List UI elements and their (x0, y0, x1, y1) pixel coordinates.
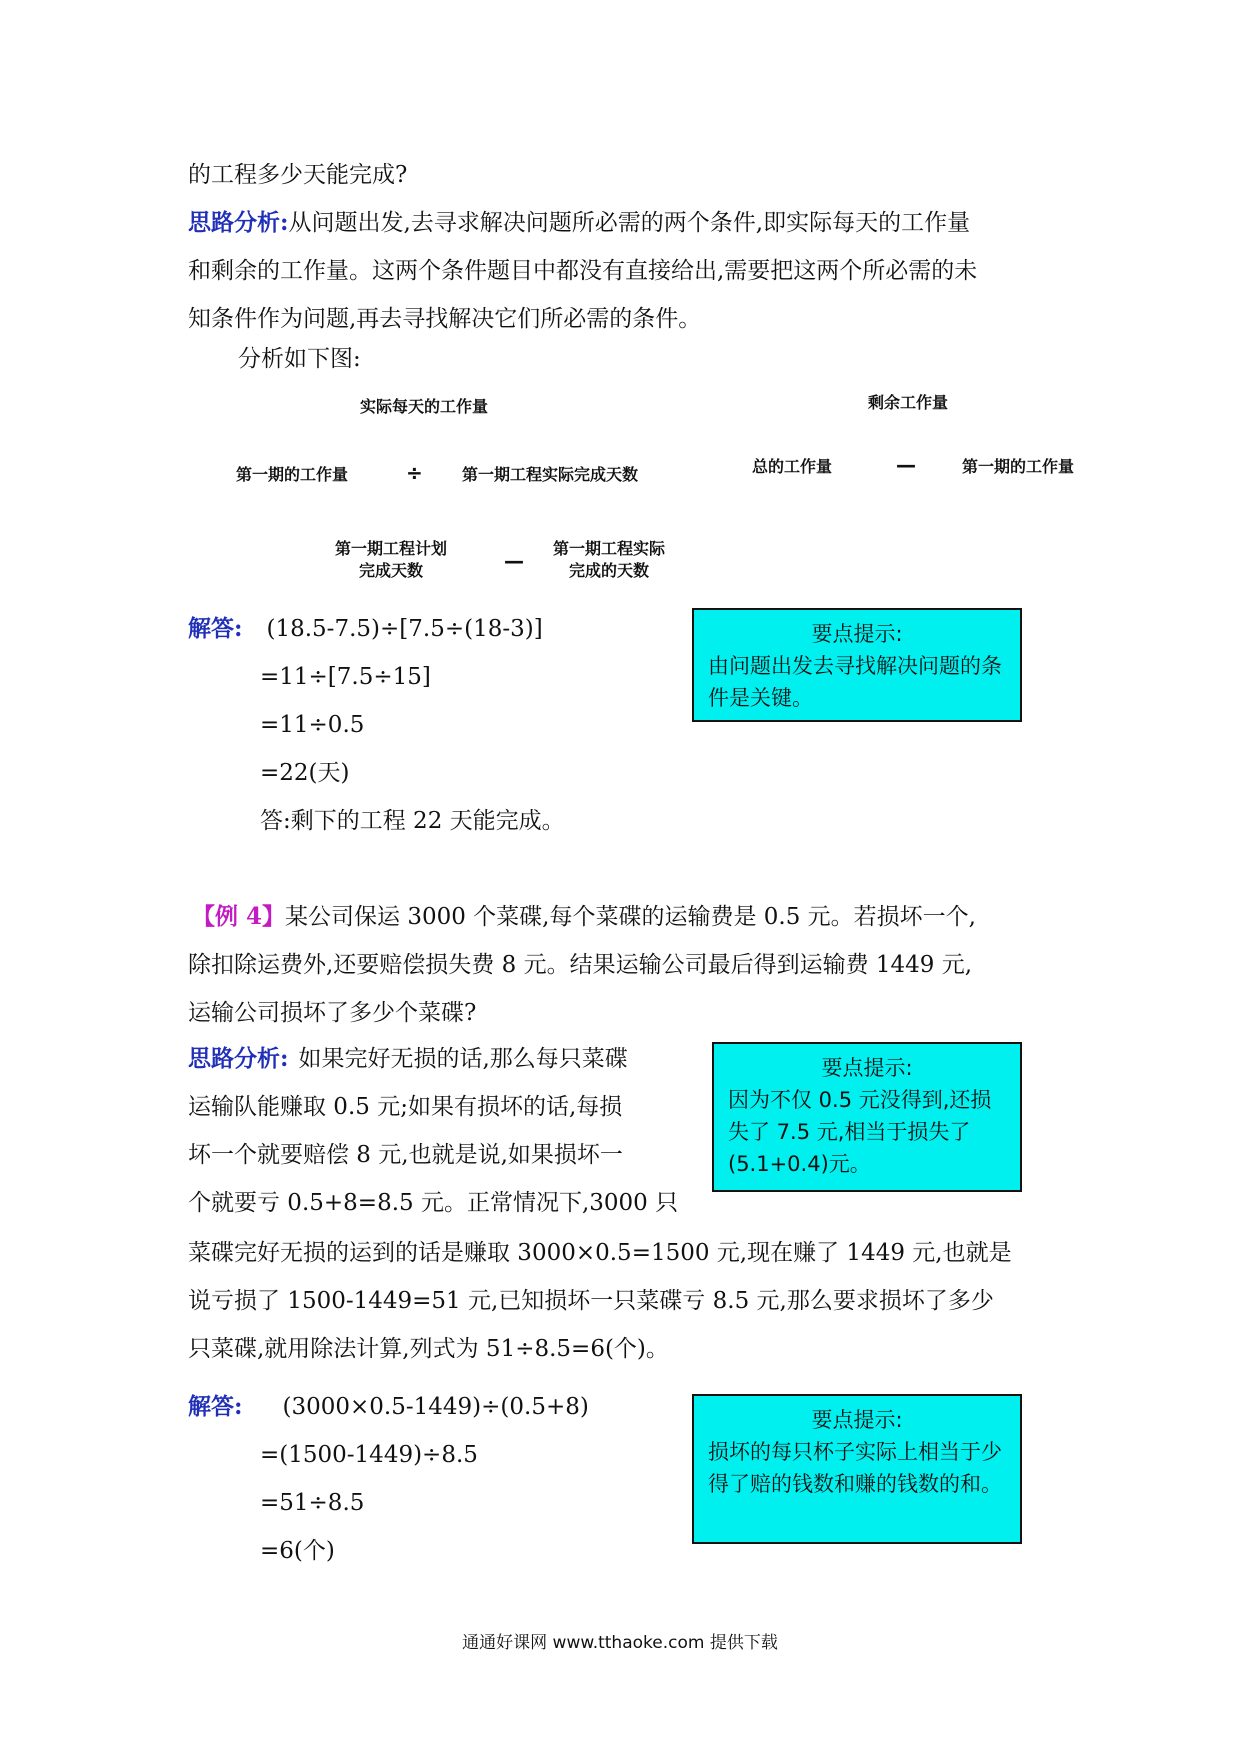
tip-box (692, 608, 1022, 722)
example-line: 除扣除运费外,还要赔偿损失费 8 元。结果运输公司最后得到运输费 1449 元, (188, 952, 973, 978)
tip-body: 损坏的每只杯子实际上相当于少得了赔的钱数和赚的钱数的和。 (708, 1440, 1002, 1496)
analysis-line: 菜碟完好无损的运到的话是赚取 3000×0.5=1500 元,现在赚了 1449 元,也就是 (188, 1240, 1012, 1266)
analysis-line: 坏一个就要赔偿 8 元,也就是说,如果损坏一 (188, 1142, 623, 1168)
answer-line (188, 614, 543, 644)
text-line: 分析如下图: (238, 346, 361, 372)
answer-step: =11÷0.5 (260, 712, 365, 738)
answer-step: =51÷8.5 (260, 1490, 365, 1516)
analysis-line: 个就要亏 0.5+8=8.5 元。正常情况下,3000 只 (188, 1190, 679, 1216)
answer-step: =6(个) (260, 1538, 335, 1564)
answer-label: 解答: (188, 1393, 243, 1420)
diagram-divide-op: ÷ (406, 461, 423, 485)
answer-step: =11÷[7.5÷15] (260, 664, 431, 690)
analysis-line: 说亏损了 1500-1449=51 元,已知损坏一只菜碟亏 8.5 元,那么要求损坏了多少 (188, 1288, 994, 1314)
text-line: 知条件作为问题,再去寻找解决它们所必需的条件。 (188, 306, 702, 332)
example-line: 运输公司损坏了多少个菜碟? (188, 1000, 477, 1026)
diagram-minus-op: — (504, 549, 524, 573)
analysis-line: 只菜碟,就用除法计算,列式为 51÷8.5=6(个)。 (188, 1336, 669, 1362)
answer-step: =(1500-1449)÷8.5 (260, 1442, 478, 1468)
tip-title: 要点提示: (821, 1056, 913, 1080)
answer-step: (18.5-7.5)÷[7.5÷(18-3)] (266, 616, 543, 642)
diagram-right-op: — (896, 453, 916, 477)
diagram-left-a: 第一期的工作量 (236, 465, 349, 484)
analysis-line (188, 208, 970, 238)
analysis-text: 如果完好无损的话,那么每只菜碟 (298, 1046, 628, 1072)
diagram-left-top: 实际每天的工作量 (360, 397, 489, 416)
analysis-line: 运输队能赚取 0.5 元;如果有损坏的话,每损 (188, 1094, 623, 1120)
tip-box (692, 1394, 1022, 1544)
analysis-text: 从问题出发,去寻求解决问题所必需的两个条件,即实际每天的工作量 (288, 210, 971, 236)
tip-body: 因为不仅 0.5 元没得到,还损失了 7.5 元,相当于损失了(5.1+0.4)元。 (728, 1088, 992, 1176)
tip-box (712, 1042, 1022, 1192)
answer-line (188, 1392, 589, 1422)
answer-step: (3000×0.5-1449)÷(0.5+8) (282, 1394, 589, 1420)
analysis-line (188, 1044, 628, 1074)
analysis-label: 思路分析: (188, 209, 289, 236)
diagram-bottom-b: 第一期工程实际 完成的天数 (552, 539, 665, 580)
example-tag: 【例 4】 (192, 903, 286, 930)
text-line: 和剩余的工作量。这两个条件题目中都没有直接给出,需要把这两个所必需的未 (188, 258, 978, 284)
diagram-bottom-a: 第一期工程计划 完成天数 (334, 539, 447, 580)
example-text: 某公司保运 3000 个菜碟,每个菜碟的运输费是 0.5 元。若损坏一个, (285, 904, 976, 930)
analysis-label: 思路分析: (188, 1045, 289, 1072)
text-line: 的工程多少天能完成? (188, 162, 408, 188)
diagram-left-b: 第一期工程实际完成天数 (462, 465, 639, 484)
answer-step: =22(天) (260, 760, 350, 786)
example-line (192, 902, 976, 932)
answer-conclusion: 答:剩下的工程 22 天能完成。 (260, 808, 565, 834)
page-footer: 通通好课网 www.tthaoke.com 提供下载 (462, 1633, 778, 1653)
diagram-right-top: 剩余工作量 (868, 393, 949, 412)
tip-title: 要点提示: (811, 622, 903, 646)
diagram-right-b: 第一期的工作量 (962, 457, 1075, 476)
tip-body: 由问题出发去寻找解决问题的条件是关键。 (708, 654, 1002, 710)
tip-title: 要点提示: (811, 1408, 903, 1432)
answer-label: 解答: (188, 615, 243, 642)
diagram-right-a: 总的工作量 (752, 457, 833, 476)
